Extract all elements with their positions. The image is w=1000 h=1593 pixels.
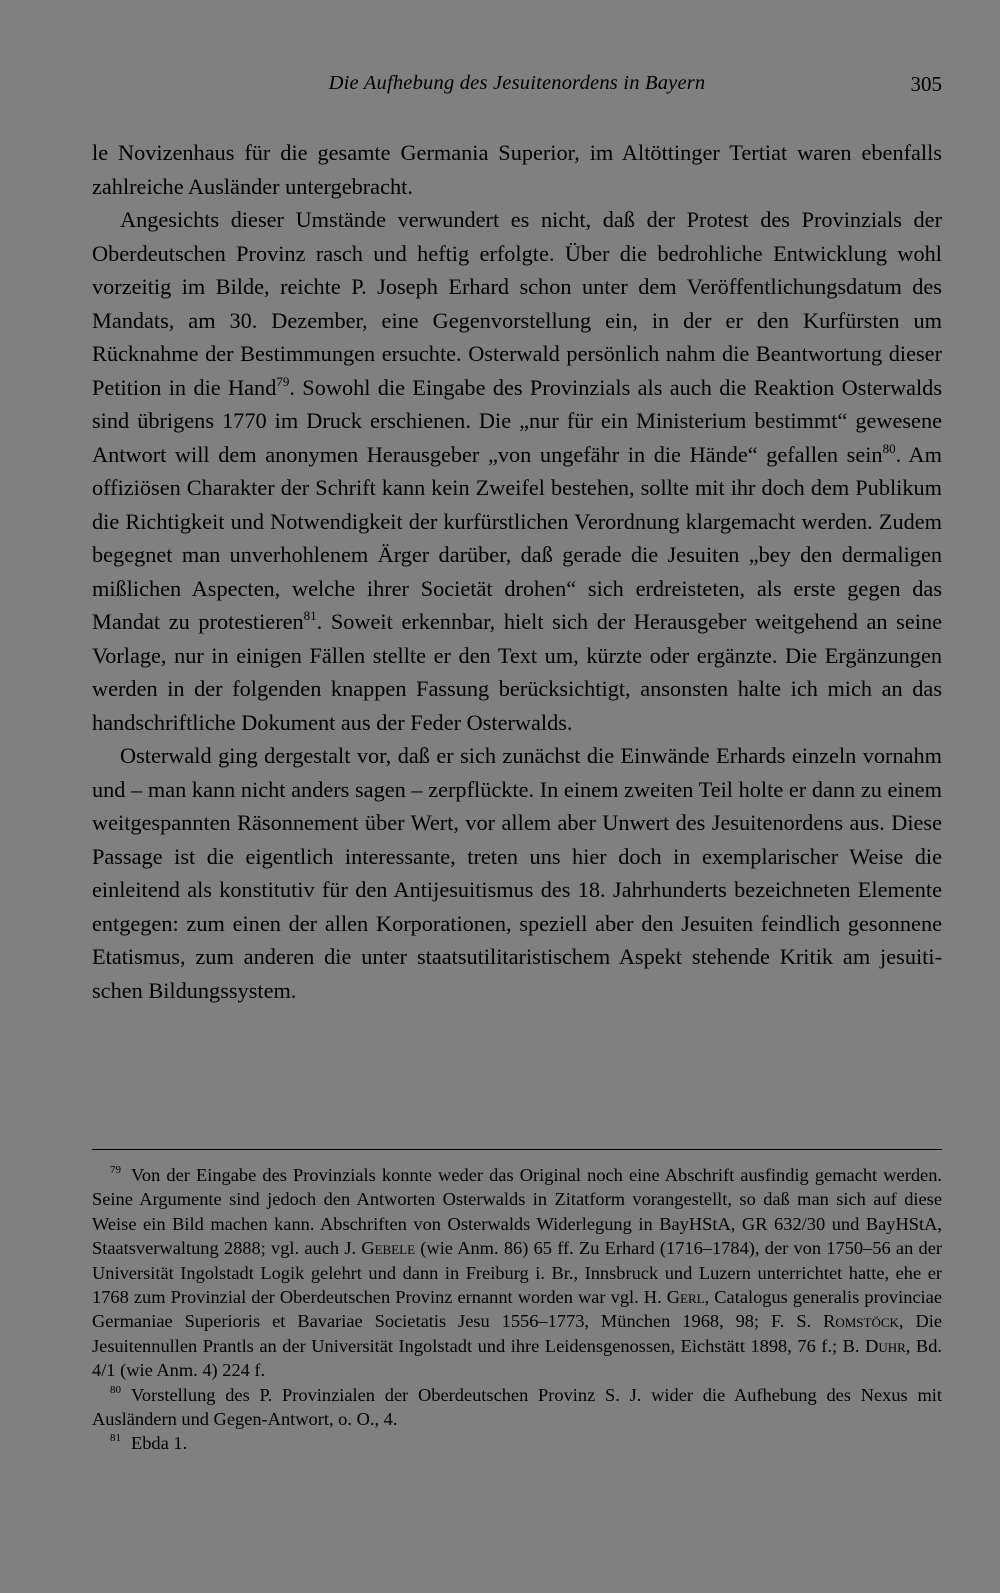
paragraph-2-part-c: . Am offiziösen Charakter der Schrift kann kein Zweifel bestehen, sollte mit ihr doch dem Publikum die Richtigkeit und Notwendigkeit der kurfürstlichen Verordnung klargemacht werden. Zudem begegnet man unverhohlenem Ärger darüber, daß gerade die Jesuiten „bey den dermaligen mißlichen Aspecten, welche ihrer Societät drohen“ sich erdreisteten, als erste gegen das Mandat zu protestieren <box>92 441 942 634</box>
footnote-ref-80: 80 <box>882 440 896 456</box>
paragraph-2-part-a: Angesichts dieser Umstände verwundert es nicht, daß der Protest des Provinzials der Oberdeutschen Provinz rasch und heftig erfolgte. Über die bedrohliche Entwicklung wohl vorzeitig im Bilde, reichte P. Joseph Erhard schon unter dem Veröffentlichungsdatum des Mandats, am 30. Dezember, eine Gegenvorstellung ein, in der er den Kurfürsten um Rücknahme der Bestimmungen ersuchte. Osterwald persönlich nahm die Beantwortung dieser Petition in die Hand <box>92 207 942 400</box>
paragraph-3: Osterwald ging dergestalt vor, daß er sich zunächst die Einwände Erhards einzeln vornahm und – man kann nicht anders sagen – zerpflückte. In einem zweiten Teil holte er dann zu einem weitgespannten Räsonnement über Wert, vor allem aber Unwert des Jesuitenordens aus. Diese Passage ist die eigentlich interessante, treten uns hier doch in exemplarischer Weise die einleitend als konstitutiv für den Antijesuitismus des 18. Jahrhunderts bezeichneten Elemente entgegen: zum einen der allen Korporationen, speziell aber den Jesuiten feindlich gesonnene Etatismus, zum anderen die unter staatsutilitaristischem Aspekt stehende Kritik am jesuitischen Bildungssystem. <box>92 743 942 1003</box>
footnote-80 <box>92 1383 942 1432</box>
paragraph-2-part-d: . Soweit erkennbar, hielt sich der Herausgeber weitgehend an seine Vorlage, nur in einigen Fällen stellte er den Text um, kürzte oder ergänzte. Die Ergänzungen werden in der folgenden knappen Fassung berücksichtigt, ansonsten halte ich mich an das handschriftliche Dokument aus der Feder Osterwalds. <box>92 609 942 735</box>
page-number: 305 <box>910 72 942 96</box>
footnote-ref-81: 81 <box>303 608 317 623</box>
footnote-text: , Die Jesuitennullen Prantls an der Universität Ingolstadt und ihre Leidensgenossen, Eichstätt 1898, 76 f.; B. <box>92 1311 943 1356</box>
footnote-number: 81 <box>110 1432 121 1445</box>
footnote-text: Ebda 1. <box>131 1433 188 1454</box>
footnote-text: Von der Eingabe des Provinzials konnte weder das Original noch eine Abschrift ausfindig gemacht werden. Seine Argumente sind jedoch den Antworten Osterwalds in Zitatform vorangestellt, so daß man sich auf diese Weise ein Bild machen kann. Abschriften von Osterwalds Widerlegung in BayHStA, GR 632/30 und BayHStA, Staatsverwaltung 2888; vgl. auch J. <box>92 1165 942 1259</box>
footnote-ref-79: 79 <box>276 373 290 389</box>
footnote-79 <box>92 1163 942 1383</box>
footnote-rule <box>92 1149 942 1150</box>
footnotes <box>92 1163 942 1456</box>
running-head <box>92 72 942 102</box>
author-name: Romstöck <box>823 1311 899 1332</box>
footnote-text: Vorstellung des P. Provinzialen der Oberdeutschen Provinz S. J. wider die Aufhebung des Nexus mit Ausländern und Gegen-Antwort, o. O., 4. <box>92 1384 942 1430</box>
author-name: Gebele <box>361 1238 416 1259</box>
footnote-text: (wie Anm. 86) 65 ff. Zu Erhard (1716–1784), der von 1750–56 an der Universität Ingolstadt Logik gelehrt und dann in Freiburg i. Br., Innsbruck und Luzern unterrichtet hatte, ehe er 1768 zum Provinzial der Oberdeutschen Provinz ernannt worden war vgl. H. <box>92 1238 942 1308</box>
footnote-number: 80 <box>110 1383 121 1396</box>
running-title: Die Aufhebung des Jesuitenordens in Bayern <box>328 72 706 94</box>
footnote-text: , Bd. 4/1 (wie Anm. 4) 224 f. <box>92 1335 942 1381</box>
paragraph-2-part-b: . Sowohl die Eingabe des Provinzials als auch die Reaktion Osterwalds sind übrigens 1770 im Druck erschienen. Die „nur für ein Ministerium bestimmt“ gewesene Antwort will dem anonymen Herausgeber „von ungefähr in die Hände“ gefallen sein <box>92 374 942 467</box>
footnote-text: , Catalogus generalis provinciae Germaniae Superioris et Bavariae Societatis Jesu 1556–1773, München 1968, 98; F. S. <box>92 1287 942 1332</box>
main-text <box>92 136 942 1007</box>
paragraph-2 <box>92 203 942 739</box>
author-name: Duhr <box>865 1335 906 1356</box>
paragraph-1: le Novizenhaus für die gesamte Germania Superior, im Altöttinger Tertiat waren ebenfalls zahlreiche Ausländer untergebracht. <box>92 140 942 199</box>
footnote-81 <box>92 1431 942 1455</box>
author-name: Gerl <box>666 1287 705 1308</box>
footnote-number: 79 <box>110 1164 121 1176</box>
